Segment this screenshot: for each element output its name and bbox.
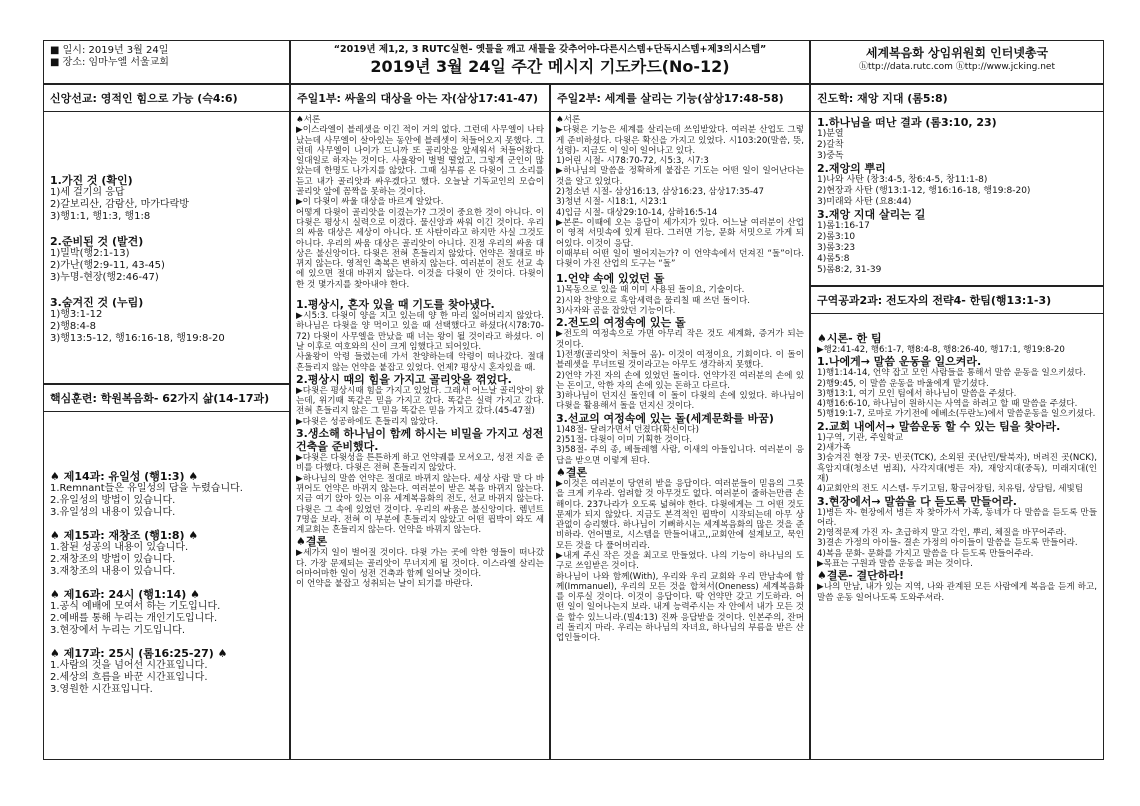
col4-s2-body: 1)나와 사탄 (창3:4-5, 창6:4-5, 창11:1-8) 2)현장과 사탄 (행13:1-12, 행16:16-18, 행19:8-20) 3)미래와 사탄 (요8:44) [817, 175, 1031, 207]
col3-p1-title: 1.언약 속에 있었던 돌 [556, 272, 665, 286]
col3-p3-body: 1)48절- 달려가면서 던졌다(확신이다) 2)51절- 다윗이 이미 기획한 것이다. 3)58절- 주의 종, 베들레헴 사람, 이새의 아들입니다. 여러분이 응답을 받으면 이렇게 된다. [556, 424, 804, 466]
col4-bottom-box [810, 286, 1104, 760]
col4-s1-title: 1.하나님을 떠난 결과 (롬3:10, 23) [817, 116, 997, 129]
header-right-box [810, 40, 1104, 84]
col4-s3-title: 3.재앙 지대 살리는 길 [817, 208, 926, 221]
col4-intro-title: ♠시론- 한 팀 [817, 332, 882, 345]
header-date: ■ 일시: 2019년 3월 24일 [50, 45, 169, 56]
header-left-box [43, 40, 290, 84]
col1-head: 신앙선교: 영적인 힘으로 가능 (슥4:6) [44, 85, 289, 112]
col2-p2-title: 2.평상시 때의 힘을 가지고 골리앗을 꺾었다. [296, 372, 512, 386]
col2-concl-body: ▶세가지 일이 벌어질 것이다. 다윗 가는 곳에 악한 영들이 떠나갔다. 가장 문제되는 골리앗이 무너지게 될 것이다. 이스라엘 살리는 어마어마한 일이 성전 건축과 함께 일어날 것이다. 이 언약을 붙잡고 성취되는 날이 되기를 바란다. [296, 548, 544, 590]
col4-concl-body: ▶나의 만남, 내가 있는 지역, 나와 관계된 모든 사람에게 복음을 듣게 하고, 말씀 운동 일어나도록 도와주셔라. [817, 582, 1097, 603]
lesson16-title: ♠ 제16과: 24시 (행1:14) ♠ [50, 588, 200, 601]
col2-concl-title: ♠결론 [296, 535, 328, 549]
lesson14-body: 1.Remnant들은 유일성의 답을 누렸습니다. 2.유일성의 방법이 있습니다. 3.유일성의 내용이 있습니다. [50, 483, 243, 518]
col4-box2-head: 구역공과2과: 전도자의 전략4- 한팀(행13:1-3) [811, 287, 1103, 314]
header-subtitle: “2019년 제1,2, 3 RUTC실현- 옛틀을 깨고 새틀을 갖추어야-다른시스템+단독시스템+제3의시스템” [333, 44, 767, 55]
col1-s2-title: 2.준비된 것 (발견) [50, 235, 144, 248]
col3-p3-title: 3.선교의 여정속에 있는 돌(세계문화를 바꿈) [556, 411, 774, 425]
col3-intro: ♠서론 ▶다윗은 기능은 세계를 살리는데 쓰임받았다. 여러분 산업도 그렇게 준비하셨다. 다윗은 확신을 가지고 있었다. 시103:20(말씀, 뜻, 성령)- 지금도 이 일이 일어나고 있다. 1)어린 시절- 시78:70-72, 시5:3, 시7:3 ▶하나님의 말씀을 정확하게 붙잡은 기도는 어떤 일이 일어난다는 것을 알고 있었다. 2)청소년 시절- 삼상16:13, 삼상16:23, 삼상17:35-47 3)청년 시절- 시18:1, 시23:1 4)입금 시절- 대상29:10-14, 삼하16:5-14 ▶본론- 이때에 오는 응답이 세가지가 있다. 어느날 여러분이 산업이 영적 서밋속에 있게 된다. 그러면 기능, 문화 서밋으로 가게 되어있다. 이것이 응답. 이때부터 어떤 일이 벌어지는가? 이 언약속에서 던져진 “돌”이다. 다윗이 가진 산업의 도구는 “돌” [556, 115, 804, 270]
col2-p3-body: ▶다윗은 다윗성을 튼튼하게 하고 언약궤를 모셔오고, 성전 지을 준비를 다했다. 다윗은 전혀 흔들리지 않았다. ▶하나님의 말씀 언약은 절대로 바뀌지 않는다. 세상 사람 말 다 바뀌어도 언약은 바뀌지 않는다. 여러분이 받은 복음 바뀌지 않는다. 지금 여기 앉아 있는 이유 세계복음화의 전도, 선교 바뀌지 않는다. 다윗은 그 속에 있었던 것이다. 우리의 싸움은 불신앙이다. 렘넌트 7명을 보라. 전혀 이 부분에 흔들리지 않았고 어떤 핍박이 와도 세계교회는 흔들리지 않는다. 언약을 바꿔지 않는다. [296, 453, 544, 536]
col4-concl-title: ♠결론- 결단하라! [817, 569, 905, 583]
col4-p3-title: 3.현장에서→ 말씀을 다 듣도록 만들어라. [817, 494, 1017, 508]
header-urls: ⓗttp://data.rutc.com ⓗttp://www.jcking.net [858, 62, 1056, 72]
col3-p2-body: ▶전도의 여정속으로 가면 아무리 작은 것도 세계화, 증거가 되는 것이다. 1)전쟁(골리앗이 처들어 옴)- 이것이 여정이요, 기회이다. 이 돌이 블레셋을 무너뜨릴 것이라고는 아무도 생각하지 못했다. 2)언약 가진 자의 손에 있었던 돌이다. 언약가진 여러분의 손에 있는 돈이고, 악한 자의 손에 있는 돈하고 다르다. 3)하나님이 던지신 돌인데 이 돌이 다윗의 손에 있었다. 하나님이 다윗을 활용해서 돌을 던지신 것이다. [556, 329, 804, 412]
col3-p1-body: 1)목동으로 있을 때 이미 사용된 돌이요, 기술이다. 2)시와 찬양으로 흑암세력을 물리칠 때 쓰던 돌이다. 3)사자와 곰을 잡았던 기능이다. [556, 285, 750, 317]
col4-s3-body: 1)롬1:16-17 2)롬3:10 3)롬3:23 4)롬5:8 5)롬8:2, 31-39 [817, 221, 882, 275]
header-center-box [290, 40, 810, 84]
lesson17-body: 1.사람의 것을 넘어선 시간표입니다. 2.세상의 흐름을 바꾼 시간표입니다. 3.영원한 시간표입니다. [50, 660, 208, 695]
col2-head: 주일1부: 싸울의 대상을 아는 자(삼상17:41-47) [291, 85, 549, 112]
col3-p2-title: 2.전도의 여정속에 있는 돌 [556, 316, 686, 330]
header-org: 세계복음화 상임위원회 인터넷총국 [865, 46, 1049, 60]
col4-p1-title: 1.나에게→ 말씀 운동을 일으켜라. [817, 355, 982, 369]
col3-box [550, 84, 810, 760]
col1-s1-title: 1.가진 것 (확인) [50, 174, 133, 187]
col4-intro-body: ▶행2:41-42, 행6:1-7, 행8:4-8, 행8:26-40, 행17:1, 행19:8-20 [817, 345, 1065, 355]
col3-concl-title: ♠결론 [556, 465, 588, 479]
header-place: ■ 장소: 임마누엘 서울교회 [50, 57, 169, 68]
col1-s2-body: 1)밀박(행2:1-13) 2)가난(행2:9-11, 43-45) 3)누명-현장(행2:46-47) [50, 248, 165, 283]
lesson15-title: ♠ 제15과: 재창조 (행1:8) ♠ [50, 529, 199, 542]
col4-head: 진도학: 재앙 지대 (롬5:8) [811, 85, 1103, 112]
col1-top-box [43, 84, 290, 384]
col2-p3-title: 3.생소해 하나님이 함께 하시는 비밀을 가지고 성전건축을 준비했다. [296, 427, 544, 454]
header-title: 2019년 3월 24일 주간 메시지 기도카드(No-12) [370, 57, 730, 76]
col3-concl-body: ▶이것은 여러분이 당연히 받을 응답이다. 여러분들이 믿음의 그릇을 크게 키우라. 엄려할 것 아무것도 없다. 여러분이 줄하는만큼 손해이다. 237나라가 오도록 넓혀야 한다. 다윗에게는 그 어떤 것도 문제가 되지 않았다. 지금도 본격적인 핍박이 시작되는데 아무 상관없이 승리했다. 하나님이 기뻐하시는 세계복음화의 많은 것을 준비하라. 언어별로, 시스템을 만들어내고,,교회안에 설계보고, 묵인 모든 것을 다 풀어버리라. ▶내게 주신 작은 것을 최고로 만들었다. 나의 기능이 하나님의 도구로 쓰임받은 것이다. 하나님이 나와 함께(With), 우리와 우리 교회와 우리 만남속에 함께(Immanuel), 우리의 모든 것을 합쳐서(Oneness) 세계복음화를 이루실 것이다. 이것이 응답이다. 딱 언약만 갖고 기도하라. 어떤 일이 일어나는지 보라. 내게 능력주시는 자 안에서 내가 모든 것을 할수 있느니라.(빌4:13) 진짜 응답받을 것이다. 인본주의, 잔머리 돌리지 마라. 우리는 하나님의 자녀요, 하나님의 부름을 받은 산업인들이다. [556, 478, 804, 644]
col4-p2-body: 1)구역, 기관, 주일학교 2)새가족 3)숨겨진 현장 7곳- 빈곳(TCK), 소외된 곳(난민/탈북자), 버려진 곳(NCK), 흑암지대(청소년 범죄), 사각지대(병든 자), 재앙지대(중독), 미래지대(인재) 4)교회안의 전도 시스템- 두기고팀, 황금어장팀, 치유팀, 상담팀, 세빛팀 [817, 432, 1097, 495]
col2-p2-body: ▶다윗은 평상시때 힘을 가지고 있었다. 그래서 어느날 골리앗이 왔는데, 위기때 똑같은 믿음 가지고 갔다. 똑같은 실력 가지고 갔다. 전혀 흔들리지 않은 그 믿음 똑같은 믿음 가지고 갔다.(45-47절) ▶다윗은 성공하에도 흔들리지 않았다. [296, 385, 544, 427]
col4-s2-title: 2.재앙의 뿌리 [817, 162, 886, 175]
col2-intro: ♠서론 ▶이스라엘이 블레셋을 이긴 적이 거의 없다. 그런데 사무엘이 나타났는데 사무엘이 살아있는 동안에 블레셋이 처들어오지 못했다. 그런데 사무엘이 나이가 드니까 또 골리앗을 앞세워서 처들어왔다. 일대일로 하자는 것이다. 사울왕이 벌벌 떨었고, 그렇게 군인이 많았는데 한명도 나가지를 않았다. 그때 심부름 온 다윗이 그 소리를 듣고 내가 골리앗과 싸우겠다고 했다. 오늘날 기독교인의 모습이 골리앗 앞에 꼼짝을 못하는 것이다. ▶이 다윗이 싸울 대상을 바르게 알았다. 어떻게 다윗이 골리앗을 이겼는가? 그것이 중요한 것이 아니다. 이 다윗은 평상시 실력으로 이겼다. 물신앙과 싸워 이긴 것이다. 우리의 싸움 대상은 세상이 아니다. 또 사탄이라고 하지만 사실 그것도 아니다. 우리의 싸움 대상은 골리앗이 아니다. 진정 우리의 싸움 대상은 불신앙이다. 다윗은 전혀 흔들리지 않았다. 언약은 절대로 바뀌지 않는다. 영적인 축복은 변하지 않는다. 여러분이 전도 선교 속에 있으면 절대 바뀌지 않는다. 이것을 다윗이 안 것이다. 다윗이 한 것 몇가지를 찾아내야 한다. [296, 115, 544, 290]
col4-top-box [810, 84, 1104, 286]
col1-train-head: 핵심훈련: 학원복음화- 62가지 삶(14-17과) [44, 385, 289, 412]
col1-s3-body: 1)행3:1-12 2)행8:4-8 3)행13:5-12, 행16:16-18, 행19:8-20 [50, 309, 225, 344]
col4-s1-body: 1)분열 2)갈착 3)중독 [817, 129, 844, 161]
lesson15-body: 1.참된 성공의 내용이 있습니다. 2.재창조의 방법이 있습니다. 3.재창조의 내용이 있습니다. [50, 542, 189, 577]
col3-head: 주일2부: 세계를 살리는 기능(삼상17:48-58) [551, 85, 809, 112]
col2-p1-title: 1.평상시, 혼자 있을 때 기도를 찾아냈다. [296, 298, 495, 312]
col4-p2-title: 2.교회 내에서→ 말씀운동 할 수 있는 팀을 찾아라. [817, 419, 1061, 433]
col4-p3-body: 1)병든 자- 현장에서 병든 자 찾아가서 가족, 동네가 다 말씀을 듣도록 만들어라. 2)영적문제 가진 자- 초급하지 말고 각인, 뿌리, 체질을 바꾸어주라. 3)결손 가정의 아이들- 결손 가정의 아이들이 말씀을 듣도록 만들어라. 4)복음 문화- 문화를 가지고 말씀을 다 듣도록 만들어주라. ▶목표는 구원과 말씀 운동을 퍼는 것이다. [817, 507, 1097, 570]
lesson14-title: ♠ 제14과: 유일성 (행1:3) ♠ [50, 470, 199, 483]
col2-p1-body: ▶시5:3. 다윗이 양을 지고 있는데 양 한 마리 잃어버리지 않았다. 하나님은 다윗을 양 먹이고 있을 때 선택했다고 하셨다(시78:70-72) 다윗이 사무엘을 만났을 때 너는 왕이 될 것이라고 하셨다. 이날 이후로 여호와의 신이 크게 임했다고 되어있다. 사울왕이 악령 들렸는데 가서 찬양하는데 악령이 떠나갔다. 절대 흔들리지 않는 언약을 붙잡고 있었다. 언제? 평상시 혼자있을 때. [296, 311, 544, 373]
lesson17-title: ♠ 제17과: 25시 (롬16:25-27) ♠ [50, 647, 228, 660]
col1-s1-body: 1)세 걸기의 응답 2)갈보리산, 감람산, 마가다락방 3)행1:1, 행1:3, 행1:8 [50, 187, 189, 222]
col4-p1-body: 1)행1:14-14, 언약 잡고 모인 사람들을 통해서 말씀 운동을 일으키셨다. 2)행9:45, 이 말씀 운동을 바울에게 맡기셨다. 3)행13:1, 여기 모인 팀에서 하나님이 말씀을 주셨다. 4)행16:6-10, 하나님이 원하시는 사역을 하려고 할 때 말씀을 주셨다. 5)행19:1-7, 로마로 가기전에 에베소(두란노)에서 말씀운동을 일으키셨다. [817, 368, 1096, 420]
lesson16-body: 1.공식 예배에 모여서 하는 기도입니다. 2.예배를 통해 누리는 개인기도입니다. 3.현장에서 누리는 기도입니다. [50, 601, 221, 636]
col2-box [290, 84, 550, 760]
col1-s3-title: 3.숨겨진 것 (누림) [50, 296, 144, 309]
col1-bottom-box [43, 384, 290, 760]
